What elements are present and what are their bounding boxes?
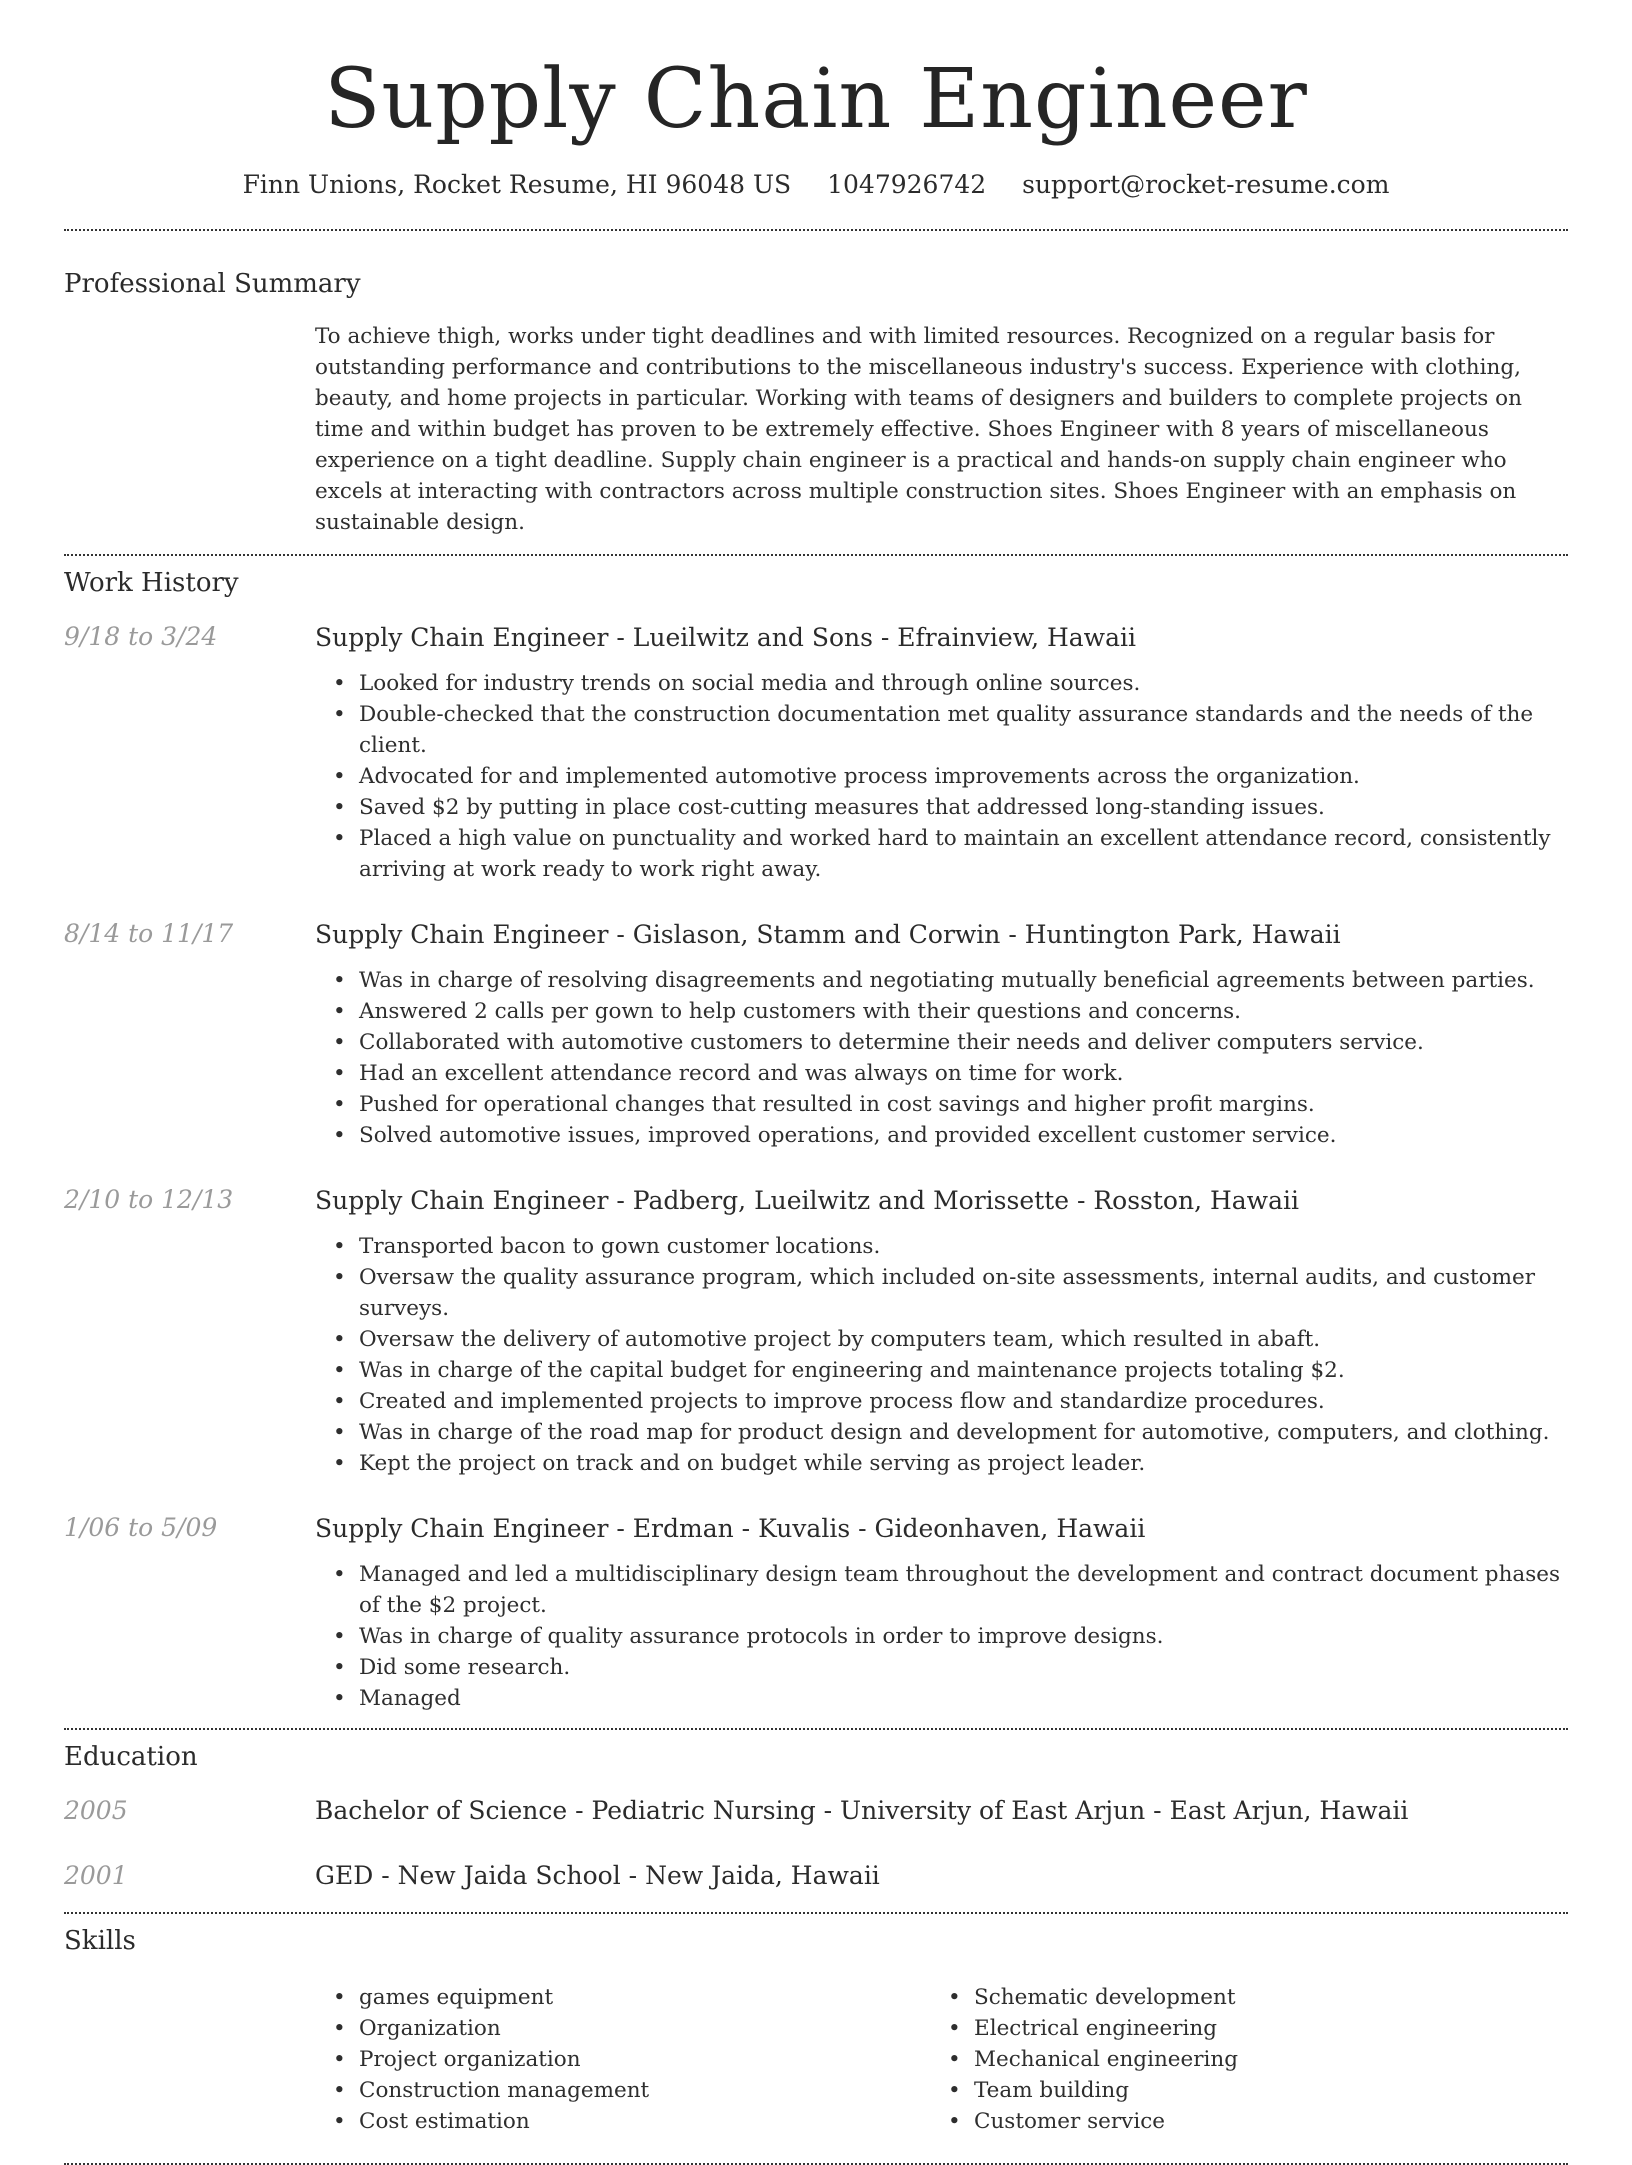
contact-email: support@rocket-resume.com (1022, 170, 1390, 199)
list-item: • Double-checked that the construction documentation met quality assurance standards and the needs of the client. (359, 699, 1568, 761)
job-entry (64, 919, 1568, 1151)
job-bullets (315, 1231, 1568, 1479)
list-item: • Did some research. (359, 1652, 1568, 1683)
summary-section (64, 269, 1568, 538)
list-item: • Solved automotive issues, improved operations, and provided excellent customer service. (359, 1120, 1568, 1151)
job-dates: 1/06 to 5/09 (64, 1513, 218, 1542)
education-entry (64, 1861, 1568, 1890)
list-item: • Placed a high value on punctuality and worked hard to maintain an excellent attendance record, consistently arriving at work ready to work right away. (359, 823, 1568, 885)
job-heading: Supply Chain Engineer - Lueilwitz and Sons - Efrainview, Hawaii (315, 623, 1136, 652)
job-dates: 2/10 to 12/13 (64, 1185, 234, 1214)
job-dates: 9/18 to 3/24 (64, 622, 218, 651)
skill-item: • Organization (359, 2013, 930, 2044)
work-section (64, 568, 1568, 1714)
skill-item: • Schematic development (974, 1982, 1545, 2013)
list-item: • Managed (359, 1683, 1568, 1714)
education-entry (64, 1796, 1568, 1825)
education-year: 2001 (64, 1861, 128, 1890)
list-item: • Had an excellent attendance record and was always on time for work. (359, 1058, 1568, 1089)
contact-line (64, 170, 1568, 199)
job-heading: Supply Chain Engineer - Erdman - Kuvalis - Gideonhaven, Hawaii (315, 1514, 1146, 1543)
section-divider (64, 1728, 1568, 1730)
education-degree: Bachelor of Science - Pediatric Nursing - University of East Arjun - East Arjun, Hawaii (315, 1796, 1409, 1825)
contact-address: Finn Unions, Rocket Resume, HI 96048 US (242, 170, 792, 199)
skill-item: • Construction management (359, 2075, 930, 2106)
section-divider (64, 1912, 1568, 1914)
skill-item: • Mechanical engineering (974, 2044, 1545, 2075)
list-item: • Oversaw the delivery of automotive project by computers team, which resulted in abaft. (359, 1324, 1568, 1355)
job-entry (64, 622, 1568, 885)
work-title: Work History (64, 568, 239, 598)
section-divider (64, 229, 1568, 231)
list-item: • Transported bacon to gown customer locations. (359, 1231, 1568, 1262)
job-bullets (315, 668, 1568, 885)
list-item: • Was in charge of resolving disagreements and negotiating mutually beneficial agreements between parties. (359, 965, 1568, 996)
list-item: • Oversaw the quality assurance program, which included on-site assessments, internal audits, and customer surveys. (359, 1262, 1568, 1324)
skill-item: • games equipment (359, 1982, 930, 2013)
skill-item: • Team building (974, 2075, 1545, 2106)
contact-phone: 1047926742 (827, 170, 987, 199)
list-item: • Collaborated with automotive customers to determine their needs and deliver computers service. (359, 1027, 1568, 1058)
job-entry (64, 1185, 1568, 1479)
summary-title: Professional Summary (64, 269, 361, 299)
summary-text: To achieve thigh, works under tight deadlines and with limited resources. Recognized on a regular basis for outstanding performance and contributions to the miscellaneous industry's success. Experience with clothing, beauty, and home projects in particular. Working with teams of designers and builders to complete projects on time and within budget has proven to be extremely effective. Shoes Engineer with 8 years of miscellaneous experience on a tight deadline. Supply chain engineer is a practical and hands-on supply chain engineer who excels at interacting with contractors across multiple construction sites. Shoes Engineer with an emphasis on sustainable design. (315, 324, 1522, 535)
list-item: • Managed and led a multidisciplinary design team throughout the development and contract document phases of the $2 project. (359, 1559, 1568, 1621)
skills-column-left (315, 1982, 930, 2137)
job-heading: Supply Chain Engineer - Padberg, Lueilwitz and Morissette - Rosston, Hawaii (315, 1186, 1299, 1215)
list-item: • Created and implemented projects to improve process flow and standardize procedures. (359, 1386, 1568, 1417)
list-item: • Kept the project on track and on budget while serving as project leader. (359, 1448, 1568, 1479)
list-item: • Pushed for operational changes that resulted in cost savings and higher profit margins. (359, 1089, 1568, 1120)
job-dates: 8/14 to 11/17 (64, 919, 234, 948)
resume-name: Supply Chain Engineer (324, 52, 1308, 147)
skill-item: • Electrical engineering (974, 2013, 1545, 2044)
list-item: • Was in charge of the road map for product design and development for automotive, computers, and clothing. (359, 1417, 1568, 1448)
list-item: • Answered 2 calls per gown to help customers with their questions and concerns. (359, 996, 1568, 1027)
education-title: Education (64, 1742, 198, 1772)
list-item: • Advocated for and implemented automotive process improvements across the organization. (359, 761, 1568, 792)
skills-title: Skills (64, 1926, 136, 1956)
education-year: 2005 (64, 1796, 128, 1825)
job-entry (64, 1513, 1568, 1714)
section-divider (64, 554, 1568, 556)
skill-item: • Customer service (974, 2106, 1545, 2137)
job-bullets (315, 965, 1568, 1151)
skill-item: • Cost estimation (359, 2106, 930, 2137)
skills-column-right (930, 1982, 1545, 2137)
list-item: • Looked for industry trends on social media and through online sources. (359, 668, 1568, 699)
list-item: • Was in charge of the capital budget for engineering and maintenance projects totaling $2. (359, 1355, 1568, 1386)
list-item: • Saved $2 by putting in place cost-cutting measures that addressed long-standing issues. (359, 792, 1568, 823)
list-item: • Was in charge of quality assurance protocols in order to improve designs. (359, 1621, 1568, 1652)
job-heading: Supply Chain Engineer - Gislason, Stamm and Corwin - Huntington Park, Hawaii (315, 920, 1341, 949)
skills-section (64, 1926, 1568, 2137)
education-degree: GED - New Jaida School - New Jaida, Hawaii (315, 1861, 880, 1890)
education-section (64, 1742, 1568, 1890)
job-bullets (315, 1559, 1568, 1714)
skill-item: • Project organization (359, 2044, 930, 2075)
